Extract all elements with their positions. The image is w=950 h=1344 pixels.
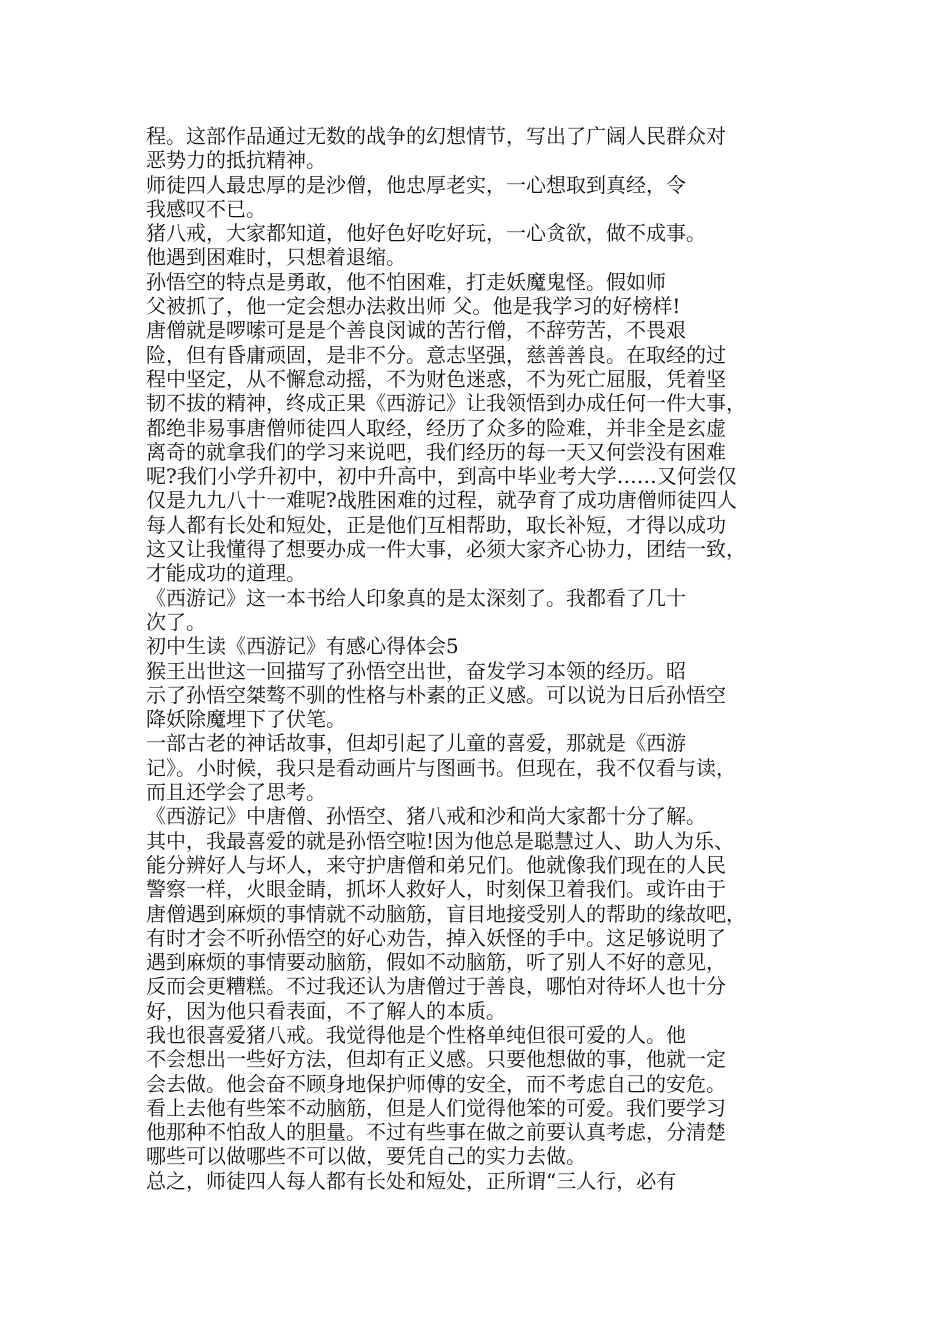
paragraph-line: 会去做。他会奋不顾身地保护师傅的安全，而不考虑自己的安危。 [146, 1071, 726, 1096]
paragraph-line: 而且还学会了思考。 [146, 780, 326, 805]
paragraph-first-line: 程。这部作品通过无数的战争的幻想情节，写出了广阔人民群众对 [146, 124, 726, 148]
paragraph-first-line: 《西游记》这一本书给人印象真的是太深刻了。我都看了几十 [146, 585, 686, 610]
paragraph-line: 反而会更糟糕。不过我还认为唐僧过于善良，哪怕对待坏人也十分 [146, 974, 726, 999]
paragraph-first-line: 总之，师徒四人每人都有长处和短处，正所谓“三人行，必有 [146, 1168, 677, 1193]
paragraph-line: 好，因为他只看表面，不了解人的本质。 [146, 998, 506, 1023]
paragraph-first-line: 师徒四人最忠厚的是沙僧，他忠厚老实，一心想取到真经，令 [146, 172, 686, 197]
paragraph-first-line: 唐僧就是啰嗦可是是个善良闵诚的苦行僧，不辞劳苦，不畏艰 [146, 318, 686, 343]
paragraph-line: 都绝非易事唐僧师徒四人取经，经历了众多的险难，并非全是玄虚 [146, 415, 726, 440]
paragraph-first-line: 我也很喜爱猪八戒。我觉得他是个性格单纯但很可爱的人。他 [146, 1022, 686, 1047]
paragraph-line: 每人都有长处和短处，正是他们互相帮助，取长补短，才得以成功 [146, 512, 726, 537]
paragraph-line: 遇到麻烦的事情要动脑筋，假如不动脑筋，听了别人不好的意见， [146, 950, 726, 975]
paragraph-line: 次了。 [146, 609, 206, 634]
paragraph-line: 这又让我懂得了想要办成一件大事，必须大家齐心协力，团结一致， [146, 537, 746, 562]
paragraph-line: 警察一样，火眼金睛，抓坏人救好人，时刻保卫着我们。或许由于 [146, 877, 726, 902]
paragraph-line: 记》。小时候，我只是看动画片与图画书。但现在，我不仅看与读， [146, 755, 736, 780]
paragraph-line: 才能成功的道理。 [146, 561, 306, 586]
paragraph-line: 看上去他有些笨不动脑筋，但是人们觉得他笨的可爱。我们要学习 [146, 1095, 726, 1120]
paragraph-first-line: 孙悟空的特点是勇敢，他不怕困难，打走妖魔鬼怪。假如师 [146, 269, 666, 294]
paragraph-line: 唐僧遇到麻烦的事情就不动脑筋，盲目地接受别人的帮助的缘故吧， [146, 901, 746, 926]
paragraph-first-line: 猴王出世这一回描写了孙悟空出世，奋发学习本领的经历。昭 [146, 658, 686, 683]
paragraph-line: 父被抓了，他一定会想办法救出师 父。他是我学习的好榜样! [146, 294, 681, 319]
paragraph-line: 险，但有昏庸顽固，是非不分。意志坚强，慈善善良。在取经的过 [146, 342, 726, 367]
paragraph-first-line: 初中生读《西游记》有感心得体会5 [146, 634, 459, 659]
paragraph-line: 不会想出一些好方法，但却有正义感。只要他想做的事，他就一定 [146, 1047, 726, 1072]
paragraph-line: 有时才会不听孙悟空的好心劝告，掉入妖怪的手中。这足够说明了 [146, 925, 726, 950]
paragraph-first-line: 猪八戒，大家都知道，他好色好吃好玩，一心贪欲，做不成事。 [146, 221, 706, 246]
paragraph-line: 示了孙悟空桀骜不驯的性格与朴素的正义感。可以说为日后孙悟空 [146, 682, 726, 707]
paragraph-line: 其中，我最喜爱的就是孙悟空啦!因为他总是聪慧过人、助人为乐、 [146, 828, 735, 853]
paragraph-line: 能分辨好人与坏人，来守护唐僧和弟兄们。他就像我们现在的人民 [146, 852, 726, 877]
paragraph-line: 呢?我们小学升初中，初中升高中，到高中毕业考大学……又何尝仅 [146, 464, 737, 489]
paragraph-first-line: 《西游记》中唐僧、孙悟空、猪八戒和沙和尚大家都十分了解。 [146, 804, 706, 829]
paragraph-first-line: 一部古老的神话故事，但却引起了儿童的喜爱，那就是《西游 [146, 731, 686, 756]
paragraph-line: 降妖除魔埋下了伏笔。 [146, 707, 346, 732]
paragraph-line: 他遇到困难时，只想着退缩。 [146, 245, 406, 270]
paragraph-line: 离奇的就拿我们的学习来说吧，我们经历的每一天又何尝没有困难 [146, 439, 726, 464]
paragraph-line: 程中坚定，从不懈怠动摇，不为财色迷惑，不为死亡屈服，凭着坚 [146, 366, 726, 391]
paragraph-line: 他那种不怕敌人的胆量。不过有些事在做之前要认真考虑，分清楚 [146, 1120, 726, 1145]
paragraph-line: 仅是九九八十一难呢?战胜困难的过程，就孕育了成功唐僧师徒四人 [146, 488, 737, 513]
document-body [146, 124, 818, 1193]
paragraph-line: 我感叹不已。 [146, 196, 266, 221]
paragraph-line: 哪些可以做哪些不可以做，要凭自己的实力去做。 [146, 1144, 586, 1169]
paragraph-line: 韧不拔的精神，终成正果《西游记》让我领悟到办成任何一件大事， [146, 391, 746, 416]
paragraph-line: 恶势力的抵抗精神。 [146, 148, 326, 173]
